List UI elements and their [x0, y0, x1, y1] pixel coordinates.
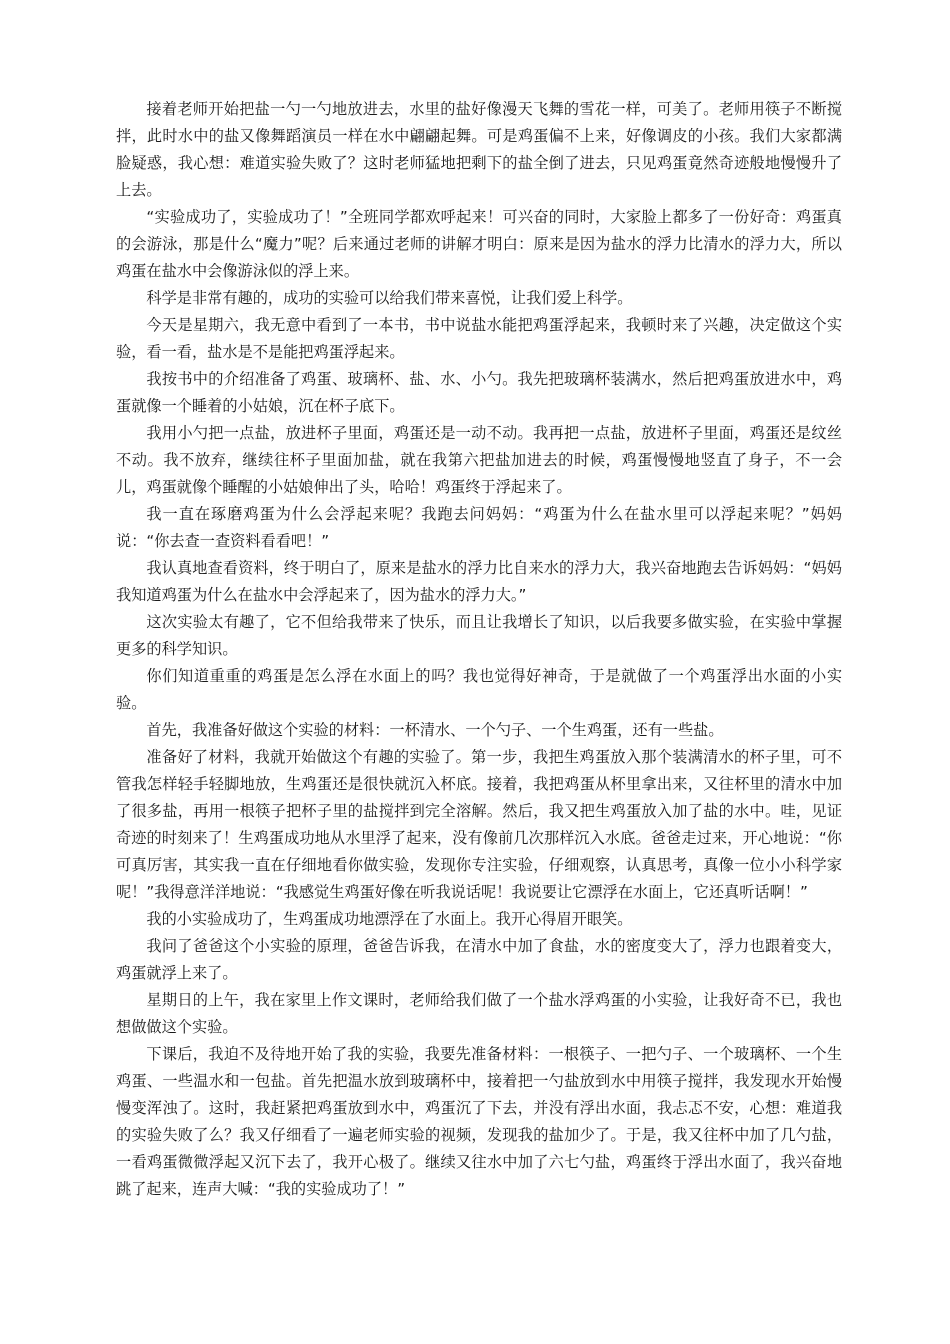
paragraph-6: 我用小勺把一点盐，放进杯子里面，鸡蛋还是一动不动。我再把一点盐，放进杯子里面，鸡蛋还是纹丝不动。我不放弃，继续往杯子里面加盐，就在我第六把盐加进去的时候，鸡蛋慢慢地竖直了身子，不一会儿，鸡蛋就像个睡醒的小姑娘伸出了头，哈哈！鸡蛋终于浮起来了。	[116, 424, 842, 496]
paragraph-10: 你们知道重重的鸡蛋是怎么浮在水面上的吗？我也觉得好神奇，于是就做了一个鸡蛋浮出水面的小实验。	[116, 667, 842, 712]
paragraph-9: 这次实验太有趣了，它不但给我带来了快乐，而且让我增长了知识，以后我要多做实验，在实验中掌握更多的科学知识。	[116, 613, 842, 658]
paragraph-4: 今天是星期六，我无意中看到了一本书，书中说盐水能把鸡蛋浮起来，我顿时来了兴趣，决定做这个实验，看一看，盐水是不是能把鸡蛋浮起来。	[116, 316, 842, 361]
paragraph-2: “实验成功了，实验成功了！”全班同学都欢呼起来！可兴奋的同时，大家脸上都多了一份好奇：鸡蛋真的会游泳，那是什么“魔力”呢？后来通过老师的讲解才明白：原来是因为盐水的浮力比清水的浮力大，所以鸡蛋在盐水中会像游泳似的浮上来。	[116, 208, 842, 280]
paragraph-16: 下课后，我迫不及待地开始了我的实验，我要先准备材料：一根筷子、一把勺子、一个玻璃杯、一个生鸡蛋、一些温水和一包盐。首先把温水放到玻璃杯中，接着把一勺盐放到水中用筷子搅拌，我发现水开始慢慢变浑浊了。这时，我赶紧把鸡蛋放到水中，鸡蛋沉了下去，并没有浮出水面，我忐忑不安，心想：难道我的实验失败了么？我又仔细看了一遍老师实验的视频，发现我的盐加少了。于是，我又往杯中加了几勺盐，一看鸡蛋微微浮起又沉下去了，我开心极了。继续又往水中加了六七勺盐，鸡蛋终于浮出水面了，我兴奋地跳了起来，连声大喊：“我的实验成功了！”	[116, 1045, 842, 1198]
paragraph-14: 我问了爸爸这个小实验的原理，爸爸告诉我，在清水中加了食盐，水的密度变大了，浮力也跟着变大，鸡蛋就浮上来了。	[116, 937, 842, 982]
paragraph-1: 接着老师开始把盐一勺一勺地放进去，水里的盐好像漫天飞舞的雪花一样，可美了。老师用筷子不断搅拌，此时水中的盐又像舞蹈演员一样在水中翩翩起舞。可是鸡蛋偏不上来，好像调皮的小孩。我们大家都满脸疑惑，我心想：难道实验失败了？这时老师猛地把剩下的盐全倒了进去，只见鸡蛋竟然奇迹般地慢慢升了上去。	[116, 100, 842, 199]
paragraph-8: 我认真地查看资料，终于明白了，原来是盐水的浮力比自来水的浮力大，我兴奋地跑去告诉妈妈：“妈妈我知道鸡蛋为什么在盐水中会浮起来了，因为盐水的浮力大。”	[116, 559, 842, 604]
paragraph-3: 科学是非常有趣的，成功的实验可以给我们带来喜悦，让我们爱上科学。	[146, 289, 633, 307]
paragraph-11: 首先，我准备好做这个实验的材料：一杯清水、一个勺子、一个生鸡蛋，还有一些盐。	[146, 721, 724, 739]
paragraph-12: 准备好了材料，我就开始做这个有趣的实验了。第一步，我把生鸡蛋放入那个装满清水的杯子里，可不管我怎样轻手轻脚地放，生鸡蛋还是很快就沉入杯底。接着，我把鸡蛋从杯里拿出来，又往杯里的清水中加了很多盐，再用一根筷子把杯子里的盐搅拌到完全溶解。然后，我又把生鸡蛋放入加了盐的水中。哇，见证奇迹的时刻来了！生鸡蛋成功地从水里浮了起来，没有像前几次那样沉入水底。爸爸走过来，开心地说：“你可真厉害，其实我一直在仔细地看你做实验，发现你专注实验，仔细观察，认真思考，真像一位小小科学家呢！”我得意洋洋地说：“我感觉生鸡蛋好像在听我说话呢！我说要让它漂浮在水面上，它还真听话啊！”	[116, 748, 842, 901]
paragraph-7: 我一直在琢磨鸡蛋为什么会浮起来呢？我跑去问妈妈：“鸡蛋为什么在盐水里可以浮起来呢？”妈妈说：“你去查一查资料看看吧！”	[116, 505, 842, 550]
document-page	[116, 96, 842, 1203]
paragraph-5: 我按书中的介绍准备了鸡蛋、玻璃杯、盐、水、小勺。我先把玻璃杯装满水，然后把鸡蛋放进水中，鸡蛋就像一个睡着的小姑娘，沉在杯子底下。	[116, 370, 842, 415]
paragraph-13: 我的小实验成功了，生鸡蛋成功地漂浮在了水面上。我开心得眉开眼笑。	[146, 910, 633, 928]
paragraph-15: 星期日的上午，我在家里上作文课时，老师给我们做了一个盐水浮鸡蛋的小实验，让我好奇不已，我也想做做这个实验。	[116, 991, 842, 1036]
